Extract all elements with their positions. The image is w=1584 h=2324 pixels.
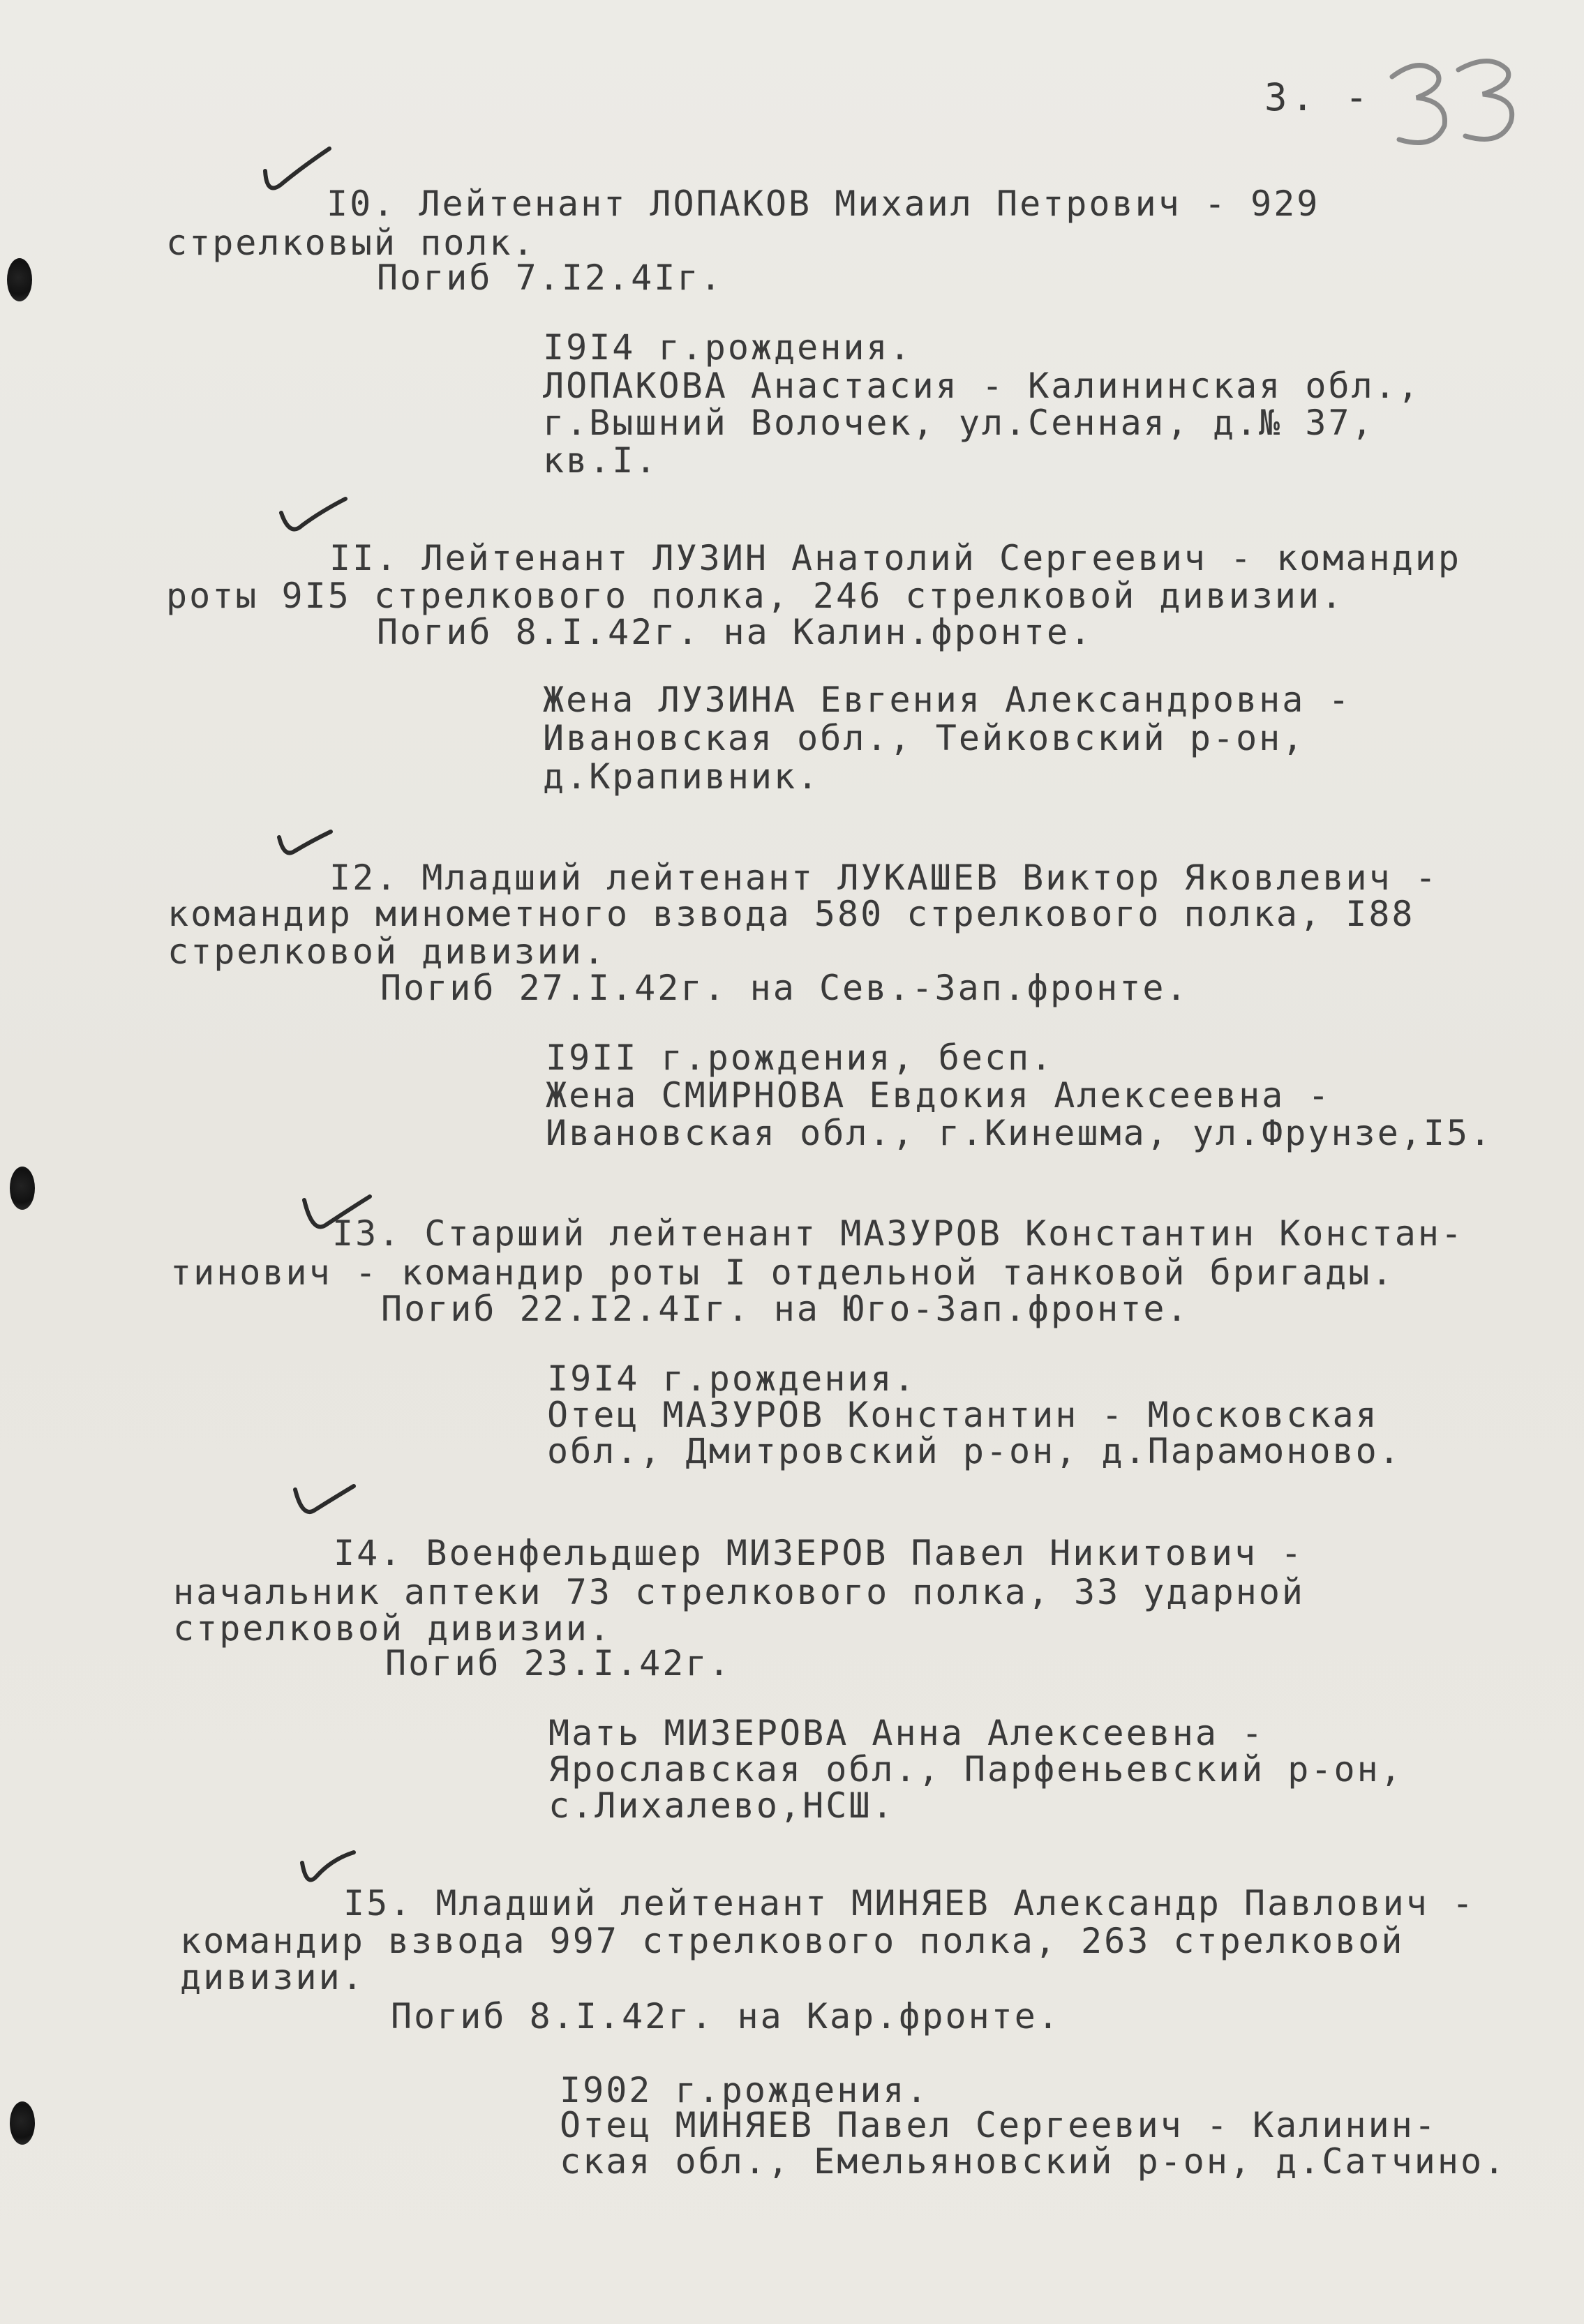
entry-10-detail: г.Вышний Волочек, ул.Сенная, д.№ 37,	[543, 403, 1375, 443]
entry-14-detail: Ярославская обл., Парфеньевский р-он,	[548, 1749, 1403, 1790]
entry-11-detail: д.Крапивник.	[543, 756, 821, 797]
entry-13-death: Погиб 22.I2.4Iг. на Юго-Зап.фронте.	[381, 1289, 1190, 1329]
entry-11-heading: II. Лейтенант ЛУЗИН Анатолий Сергеевич - командир	[329, 538, 1462, 578]
entry-12-detail: I9II г.рождения, бесп.	[546, 1037, 1054, 1078]
entry-13-detail: I9I4 г.рождения.	[547, 1358, 917, 1399]
entry-14-heading: I4. Военфельдшер МИЗЕРОВ Павел Никитович -	[334, 1533, 1304, 1573]
entry-12-text: стрелковой дивизии.	[167, 931, 606, 972]
entry-10-heading: I0. Лейтенант ЛОПАКОВ Михаил Петрович - 929	[327, 183, 1320, 224]
entry-10-detail: кв.I.	[543, 440, 659, 481]
entry-15-death: Погиб 8.I.42г. на Кар.фронте.	[391, 1996, 1061, 2037]
entry-10-death: Погиб 7.I2.4Iг.	[377, 257, 724, 298]
entry-15-detail: ская обл., Емельяновский р-он, д.Сатчино.	[560, 2141, 1507, 2182]
page-number: 3. -	[1264, 75, 1373, 119]
entry-15-text: дивизии.	[180, 1957, 365, 1997]
entry-15-detail: Отец МИНЯЕВ Павел Сергеевич - Калинин-	[560, 2105, 1437, 2145]
entry-14-detail: с.Лихалево,НСШ.	[548, 1785, 895, 1826]
binder-hole	[10, 1167, 35, 1210]
entry-15-text: командир взвода 997 стрелкового полка, 263 стрелковой	[180, 1921, 1405, 1961]
entry-13-detail: Отец МАЗУРОВ Константин - Московская	[547, 1395, 1379, 1435]
handwritten-folio	[1378, 49, 1528, 160]
entry-14-detail: Мать МИЗЕРОВА Анна Алексеевна -	[548, 1713, 1265, 1753]
entry-11-detail: Жена ЛУЗИНА Евгения Александровна -	[543, 680, 1352, 720]
entry-10-text: стрелковый полк.	[166, 223, 536, 263]
entry-10-detail: I9I4 г.рождения.	[543, 327, 913, 368]
entry-13-text: тинович - командир роты I отдельной танковой бригады.	[170, 1252, 1395, 1293]
entry-15-detail: I902 г.рождения.	[560, 2070, 929, 2111]
check-mark-icon	[276, 492, 352, 541]
binder-hole	[7, 258, 32, 301]
check-mark-icon	[274, 823, 336, 865]
entry-13-detail: обл., Дмитровский р-он, д.Парамоново.	[547, 1431, 1402, 1471]
check-mark-icon	[260, 143, 336, 199]
entry-14-text: стрелковой дивизии.	[173, 1608, 612, 1649]
entry-12-text: командир минометного взвода 580 стрелкового полка, I88	[167, 894, 1415, 934]
entry-14-death: Погиб 23.I.42г.	[385, 1643, 732, 1684]
binder-hole	[10, 2101, 35, 2145]
entry-15-heading: I5. Младший лейтенант МИНЯЕВ Александр Павлович -	[343, 1883, 1476, 1924]
entry-12-death: Погиб 27.I.42г. на Сев.-Зап.фронте.	[380, 968, 1189, 1008]
entry-11-text: роты 9I5 стрелкового полка, 246 стрелковой дивизии.	[166, 576, 1345, 616]
entry-14-text: начальник аптеки 73 стрелкового полка, 33 ударной	[173, 1572, 1306, 1612]
entry-11-detail: Ивановская обл., Тейковский р-он,	[543, 718, 1306, 758]
entry-11-death: Погиб 8.I.42г. на Калин.фронте.	[377, 612, 1093, 652]
entry-12-heading: I2. Младший лейтенант ЛУКАШЕВ Виктор Яковлевич -	[329, 857, 1438, 898]
check-mark-icon	[290, 1479, 359, 1521]
entry-12-detail: Ивановская обл., г.Кинешма, ул.Фрунзе,I5.	[546, 1113, 1493, 1153]
entry-10-detail: ЛОПАКОВА Анастасия - Калининская обл.,	[543, 366, 1421, 406]
entry-12-detail: Жена СМИРНОВА Евдокия Алексеевна -	[546, 1075, 1331, 1116]
entry-13-heading: I3. Старший лейтенант МАЗУРОВ Константин Констан-	[332, 1213, 1465, 1254]
